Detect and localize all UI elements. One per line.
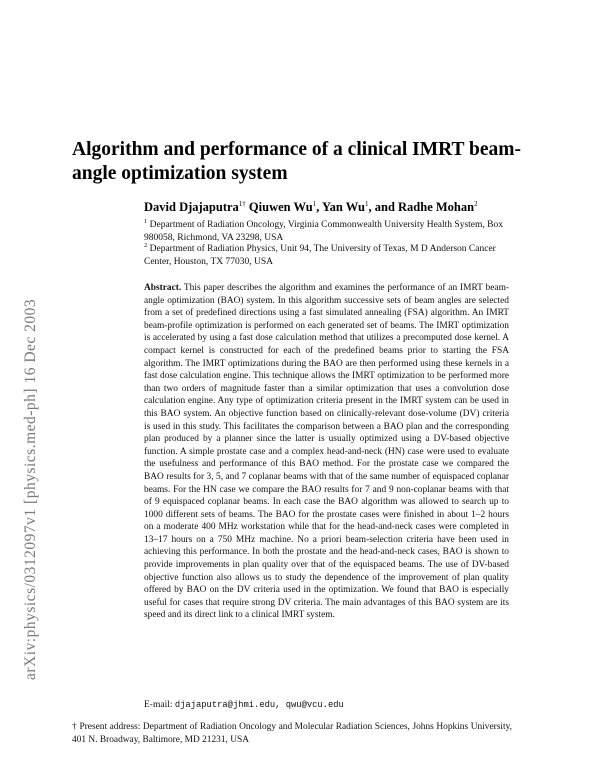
affiliation-mark: 1 (144, 218, 148, 225)
abstract-label: Abstract. (144, 283, 182, 293)
author-mark: 1 (365, 200, 369, 208)
arxiv-stamp: arXiv:physics/0312097v1 [physics.med-ph] 16 Dec 2003 (22, 298, 39, 680)
footnote-mark: † (72, 722, 77, 732)
author-mark: 2 (474, 200, 478, 208)
affiliation-mark: 2 (144, 242, 148, 249)
author-name: Yan Wu (322, 200, 365, 215)
abstract-text: This paper describes the algorithm and examines the performance of an IMRT beam-angle optimization (BAO) system. In this algorithm successive sets of beam angles are selected from a set of predefined directions using a fast simulated annealing (FSA) algorithm. An IMRT beam-profile optimization is performed on each generated set of beams. The IMRT optimization is accelerated by using a fast dose calculation method that utilizes a precomputed dose kernel. A compact kernel is constructed for each of the predefined beams prior to starting the FSA algorithm. The IMRT optimizations during the BAO are then performed using these kernels in a fast dose calculation engine. This technique allows the IMRT optimization to be performed more than two orders of magnitude faster than a similar optimization that uses a convolution dose calculation engine. Any type of optimization criteria present in the IMRT system can be used in this BAO system. An objective function based on clinically-relevant dose-volume (DV) criteria is used in this study. This facilitates the comparison between a BAO plan and the corresponding plan produced by a planner since the latter is usually optimized using a DV-based objective function. A simple prostate case and a complex head-and-neck (HN) case were used to evaluate the usefulness and performance of this BAO method. For the prostate case we compared the BAO results for 3, 5, and 7 coplanar beams with that of the same number of equispaced coplanar beams. For the HN case we compare the BAO results for 7 and 9 non-coplanar beams with that of 9 equispaced coplanar beams. In each case the BAO algorithm was allowed to search up to 1000 different sets of beams. The BAO for the prostate cases were finished in about 1–2 hours on a moderate 400 MHz workstation while that for the head-and-neck cases were completed in 13–17 hours on a 750 MHz machine. No a priori beam-selection criteria have been used in achieving this performance. In both the prostate and the head-and-neck cases, BAO is shown to provide improvements in plan quality over that of the equispaced beams. The use of DV-based objective function also allows us to study the dependence of the improvement of plan quality offered by BAO on the DV criteria used in the optimization. We found that BAO is especially useful for cases that require strong DV criteria. The main advantages of this BAO system are its speed and its direct link to a clinical IMRT system. (144, 283, 509, 621)
affiliation-text: Department of Radiation Physics, Unit 94, The University of Texas, M D Anderson Cancer Center, Houston, TX 77030, USA (144, 244, 496, 267)
abstract (144, 282, 509, 622)
footnote-text: Present address: Department of Radiation Oncology and Molecular Radiation Sciences, Johns Hopkins University, 401 N. Broadway, Baltimore, MD 21231, USA (72, 722, 513, 745)
footnote (72, 721, 512, 747)
email-addresses: djajaputra@jhmi.edu, qwu@vcu.edu (174, 700, 344, 710)
author-separator: , (316, 200, 323, 215)
affiliation-2 (144, 240, 524, 268)
author-mark: 1† (238, 200, 246, 208)
email-line (144, 700, 344, 710)
email-label: E-mail: (144, 700, 173, 710)
author-name: Qiuwen Wu (248, 200, 313, 215)
author-name: David Djajaputra (144, 200, 239, 215)
paper-title: Algorithm and performance of a clinical IMRT beam-angle optimization system (72, 139, 522, 184)
author-separator: , and (368, 200, 399, 215)
affiliation-text: Department of Radiation Oncology, Virginia Commonwealth University Health System, Box 980058, Richmond, VA 23298, USA (144, 220, 503, 243)
author-name: Radhe Mohan (398, 200, 475, 215)
author-list (144, 200, 478, 215)
author-mark: 1 (312, 200, 317, 208)
